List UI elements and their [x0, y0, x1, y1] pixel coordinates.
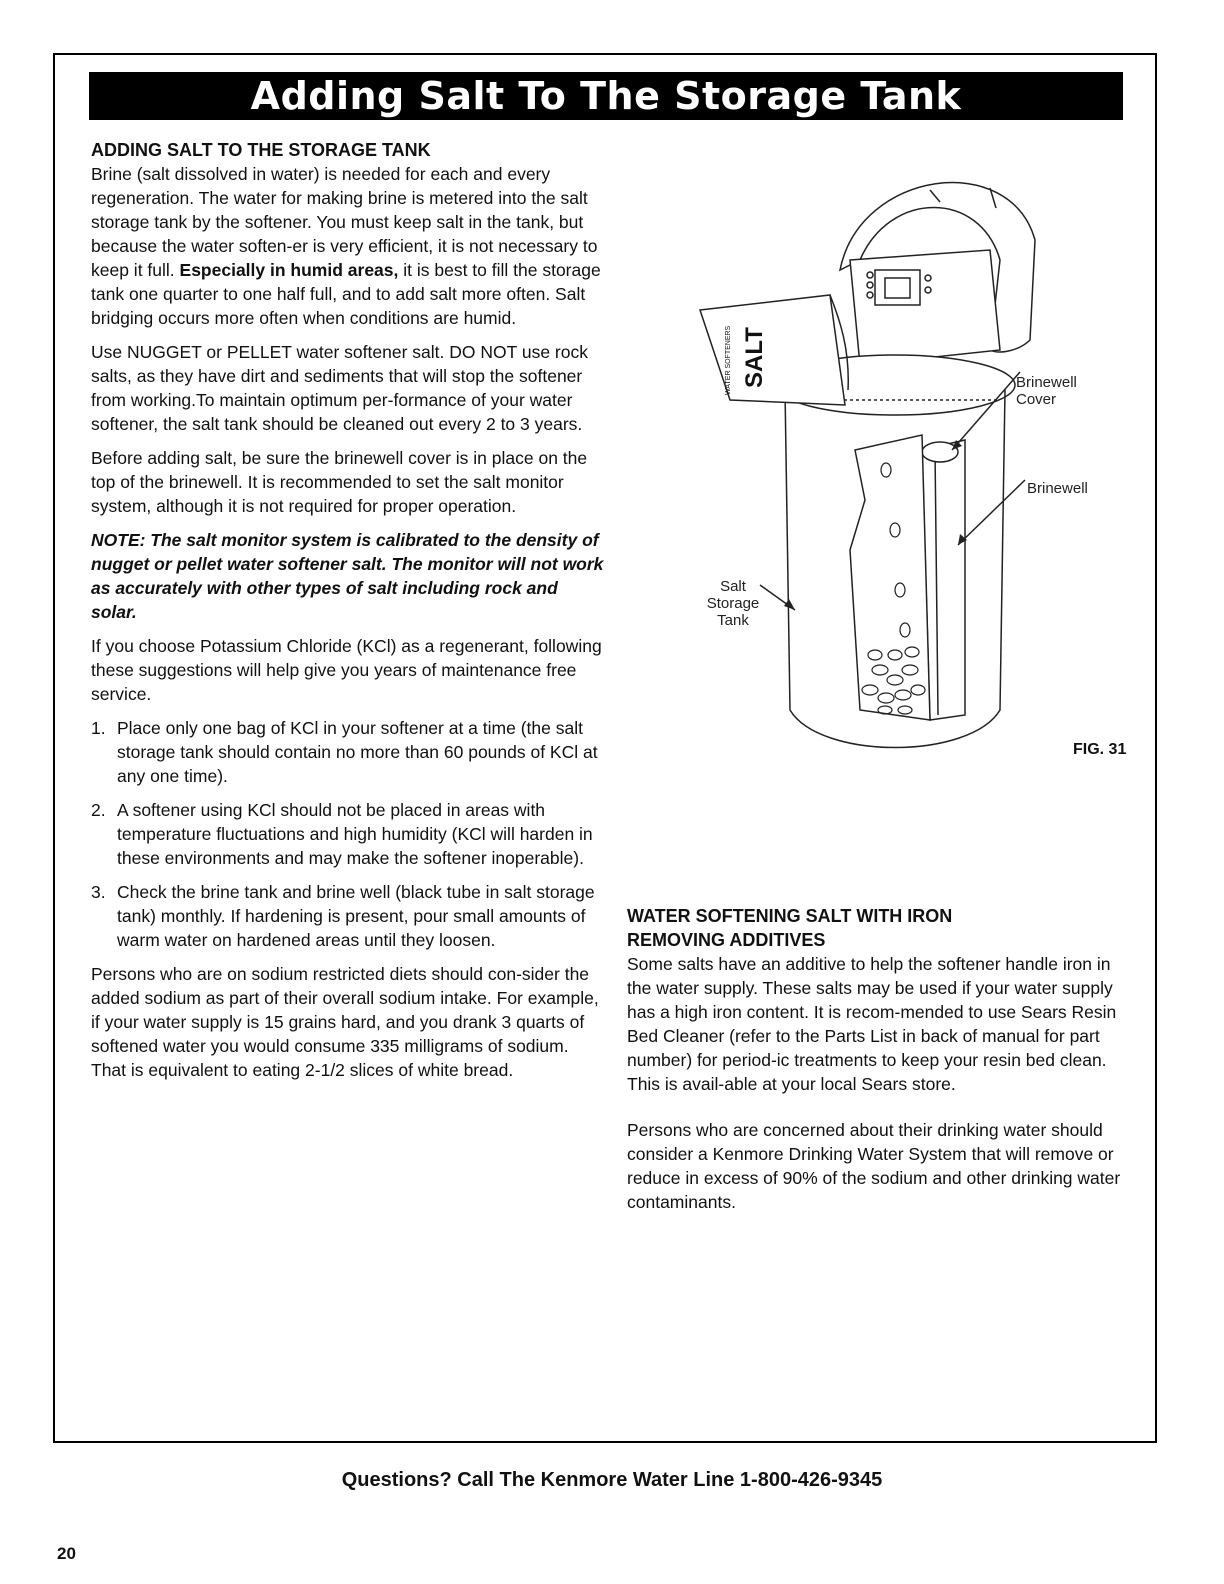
note-salt-monitor: NOTE: The salt monitor system is calibrated to the density of nugget or pellet water softener salt. The monitor will not work as accurately with other types of salt including rock and solar. — [91, 530, 604, 622]
right-column — [627, 904, 1127, 1224]
paragraph-salt-type: Use NUGGET or PELLET water softener salt. DO NOT use rock salts, as they have dirt and sediments that will stop the softener from working.To maintain optimum per-formance of your water softener, the salt tank should be cleaned out every 2 to 3 years. — [91, 342, 588, 434]
label-salt-storage-tank: Salt Storage Tank — [706, 578, 760, 629]
label-brinewell-cover: Brinewell Cover — [1016, 374, 1077, 408]
paragraph-sodium: Persons who are on sodium restricted diets should con-sider the added sodium as part of their overall sodium intake. For example, if your water supply is 15 grains hard, and you drank 3 quarts of softened water you would consume 335 milligrams of sodium. That is equivalent to eating 2-1/2 slices of white bread. — [91, 964, 599, 1080]
list-item — [91, 880, 605, 952]
control-head — [850, 250, 1000, 365]
softener-illustration — [690, 150, 1130, 770]
kcl-suggestions-list — [91, 716, 605, 952]
list-number: 1. — [91, 718, 106, 738]
list-text: Check the brine tank and brine well (black tube in salt storage tank) monthly. If hardening is present, pour small amounts of warm water on hardened areas until they loosen. — [117, 882, 595, 950]
paragraph-brine — [91, 162, 605, 330]
brinewell-cover — [922, 442, 958, 462]
bag-label: SALT — [741, 327, 768, 388]
list-number: 2. — [91, 800, 106, 820]
list-item — [91, 798, 605, 870]
paragraph-drinking-water: Persons who are concerned about their drinking water should consider a Kenmore Drinking Water System that will remove or reduce in excess of 90% of the sodium and other drinking water contaminants. — [627, 1120, 1121, 1212]
bag-small-label: WATER SOFTENERS — [725, 325, 732, 395]
left-column — [91, 138, 605, 1092]
emphasis-humid: Especially in humid areas, — [179, 260, 399, 280]
salt-bag — [700, 295, 845, 405]
section-heading-iron: WATER SOFTENING SALT WITH IRON — [627, 906, 953, 926]
page-number: 20 — [57, 1544, 76, 1563]
paragraph-kcl: If you choose Potassium Chloride (KCl) as a regenerant, following these suggestions will help give you years of maintenance free service. — [91, 636, 602, 704]
section-heading-iron-2: REMOVING ADDITIVES — [627, 930, 826, 950]
list-number: 3. — [91, 882, 106, 902]
footer-phone-line: Questions? Call The Kenmore Water Line 1-800-426-9345 — [341, 1469, 883, 1491]
label-brinewell: Brinewell — [1027, 480, 1088, 497]
figure-caption: FIG. 31 — [1073, 741, 1127, 758]
text-run: Brine (salt dissolved in water) is needed for each and every regeneration. The water for making brine is metered into the salt storage tank by the softener. You must keep salt in the tank, but because the water soften-er is very efficient, it is not necessary to keep it full. — [91, 164, 598, 280]
section-heading: ADDING SALT TO THE STORAGE TANK — [91, 140, 431, 160]
list-text: Place only one bag of KCl in your softener at a time (the salt storage tank should contain no more than 60 pounds of KCl at any one time). — [117, 718, 598, 786]
paragraph-iron: Some salts have an additive to help the softener handle iron in the water supply. These salts may be used if your water supply has a high iron content. It is recom-mended to use Sears Resin Bed Cleaner (refer to the Parts List in back of manual for part number) for period-ic treatments to keep your resin bed clean. This is avail-able at your local Sears store. — [627, 954, 1117, 1094]
list-item — [91, 716, 605, 788]
paragraph-brinewell: Before adding salt, be sure the brinewell cover is in place on the top of the brinewell. It is recommended to set the salt monitor system, although it is not required for proper operation. — [91, 448, 588, 516]
text-run: it is best to fill the storage tank one quarter to one half full, and to add salt more often. Salt bridging occurs more often when conditions are humid. — [91, 260, 601, 328]
page-title-banner: Adding Salt To The Storage Tank — [89, 72, 1123, 120]
list-text: A softener using KCl should not be placed in areas with temperature fluctuations and high humidity (KCl will harden in these environments and may make the softener inoperable). — [117, 800, 593, 868]
